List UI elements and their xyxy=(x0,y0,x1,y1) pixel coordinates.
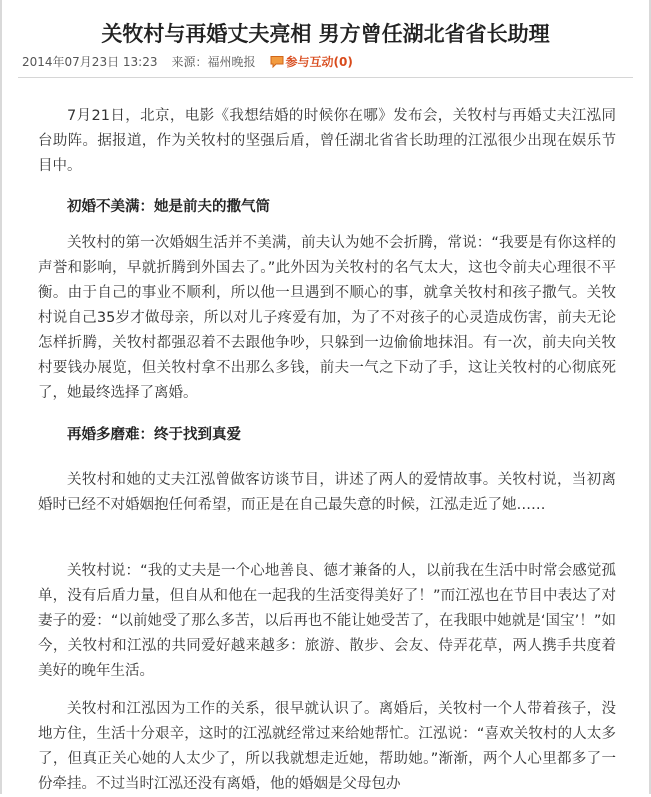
comment-link-label[interactable]: 参与互动(0) xyxy=(285,55,353,69)
paragraph-text: 关牧村和她的丈夫江泓曾做客访谈节目，讲述了两人的爱情故事。关牧村说，当初离婚时已经不对婚姻抱任何希望，而正是在自己最失意的时候，江泓走近了她…… xyxy=(38,472,616,513)
article-subheading xyxy=(38,195,616,220)
publish-date: 2014年07月23日 13:23 xyxy=(22,55,158,69)
comment-bubble-icon xyxy=(270,55,284,68)
article-paragraph xyxy=(38,104,616,179)
comment-link[interactable] xyxy=(270,53,353,70)
paragraph-text: 关牧村和江泓因为工作的关系，很早就认识了。离婚后，关牧村一个人带着孩子，没地方住，生活十分艰辛，这时的江泓就经常过来给她帮忙。江泓说：“喜欢关牧村的人太多了，但真正关心她的人太少了，所以我就想走近她，帮助她。”渐渐，两个人心里都多了一份牵挂。不过当时江泓还没有离婚，他的婚姻是父母包办 xyxy=(38,701,616,792)
article-paragraph xyxy=(38,559,616,684)
article-subheading xyxy=(38,423,616,448)
article-meta xyxy=(22,53,353,70)
article-paragraph xyxy=(38,231,616,406)
header-divider xyxy=(18,77,633,78)
source-name: 福州晚报 xyxy=(207,55,256,69)
subheading-text: 初婚不美满：她是前夫的撒气筒 xyxy=(67,199,270,215)
article-paragraph xyxy=(38,697,616,797)
article-title: 关牧村与再婚丈夫亮相 男方曾任湖北省省长助理 xyxy=(101,22,550,47)
article-paragraph xyxy=(38,468,616,518)
paragraph-text: 7月21日，北京，电影《我想结婚的时候你在哪》发布会，关牧村与再婚丈夫江泓同台助阵。据报道，作为关牧村的坚强后盾，曾任湖北省省长助理的江泓很少出现在娱乐节目中。 xyxy=(38,108,616,174)
left-border xyxy=(0,0,2,794)
source-label: 来源： xyxy=(171,55,208,69)
paragraph-text: 关牧村说：“我的丈夫是一个心地善良、德才兼备的人，以前我在生活中时常会感觉孤单，没有后盾力量，但自从和他在一起我的生活变得美好了！”而江泓也在节目中表达了对妻子的爱：“以前她受了那么多苦，以后再也不能让她受苦了，在我眼中她就是‘国宝’！”如今，关牧村和江泓的共同爱好越来越多：旅游、散步、会友、侍弄花草，两人携手共度着美好的晚年生活。 xyxy=(38,563,616,679)
subheading-text: 再婚多磨难：终于找到真爱 xyxy=(67,427,241,443)
paragraph-text: 关牧村的第一次婚姻生活并不美满，前夫认为她不会折腾，常说：“我要是有你这样的声誉和影响，早就折腾到外国去了。”此外因为关牧村的名气太大，这也令前夫心理很不平衡。由于自己的事业不顺利，所以他一旦遇到不顺心的事，就拿关牧村和孩子撒气。关牧村说自己35岁才做母亲，所以对儿子疼爱有加，为了不对孩子的心灵造成伤害，前夫无论怎样折腾，关牧村都强忍着不去跟他争吵，只躲到一边偷偷地抹泪。有一次，前夫向关牧村要钱办展览，但关牧村拿不出那么多钱，前夫一气之下动了手，这让关牧村的心彻底死了，她最终选择了离婚。 xyxy=(38,235,616,401)
